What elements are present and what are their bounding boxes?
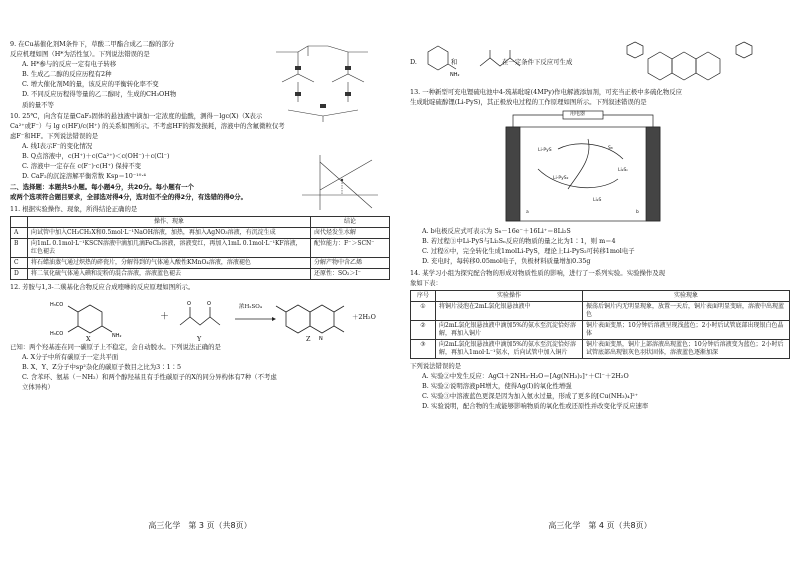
q14-table bbox=[410, 290, 790, 359]
q14-option-a: A. 实验②中发生反应：AgCl＋2NH₃·H₂O＝[Ag(NH₃)₂]⁺＋Cl⁻＋2H₂O bbox=[422, 371, 629, 380]
battery-schematic bbox=[498, 109, 668, 225]
q12-note: 已知：两个羟基连在同一碳原子上不稳定，会自动脱水。下列说法正确的是 bbox=[10, 342, 221, 351]
svg-text:N: N bbox=[319, 335, 323, 342]
table-header: 结论 bbox=[311, 216, 390, 227]
right-page bbox=[410, 40, 790, 412]
option-d-structures bbox=[410, 40, 790, 86]
q12-option-c: C. 含苯环、氨基（－NH₂）和两个醇羟基且有手性碳原子的X的同分异构体有7种（不考虑 bbox=[22, 372, 277, 381]
q14-stem: 14. 某学习小组为探究配合物的形成对物质性质的影响，进行了一系列实验。实验操作及现 bbox=[410, 268, 666, 277]
svg-text:O: O bbox=[187, 300, 191, 307]
product-label: ＋2H₂O bbox=[352, 312, 376, 321]
question-13 bbox=[410, 88, 790, 267]
svg-text:NH₂: NH₂ bbox=[450, 72, 460, 78]
svg-text:H₃CO: H₃CO bbox=[50, 330, 64, 337]
left-page-footer: 高三化学 第 3 页（共8页） bbox=[148, 521, 252, 530]
q12-option-a: A. X分子中所有碳原子一定共平面 bbox=[22, 352, 119, 361]
q9-option-c: C. 增大催化剂M的量，该反应的平衡转化率不变 bbox=[22, 80, 159, 89]
label-y: Y bbox=[197, 334, 202, 343]
q10-option-b: B. Q点溶液中，c(H⁺)＋c(Ca²⁺)＜c(OH⁻)＋c(Cl⁻) bbox=[22, 152, 170, 161]
table-row: ③ 向2mL氯化银悬浊液中滴加5%的氨水至沉淀恰好溶解，再加入1mol·L⁻¹氨水，后向试管中加入铜片 铜片表面变黑，铜片上部溶液出现蓝色；10分钟后溶液变为蓝色；2小时后试管底部出现银灰色羽状固体，溶液蓝色逐渐加深 bbox=[411, 339, 790, 358]
q10-stem: 10. 25℃，向含有足量CaF₂固体的悬浊液中滴加一定浓度的盐酸，测得－lgc(X)（X表示 bbox=[10, 111, 263, 120]
right-page-footer: 高三化学 第 4 页（共8页） bbox=[548, 521, 652, 530]
svg-text:Li-PyS₂: Li-PyS₂ bbox=[553, 176, 569, 182]
q10-option-a: A. 线Ⅰ表示F⁻的变化情况 bbox=[22, 141, 93, 150]
q14-note: 下列说法错误的是 bbox=[410, 361, 462, 370]
q10-stem: Ca²⁺或F⁻）与 lg c(HF)/c(H⁺) 的关系如图所示。不考虑HF的挥发损耗，溶液中的含氟微粒仅考 bbox=[10, 121, 285, 130]
q10-option-c: C. 溶液中一定存在 c(F⁻)·c(H⁺) 保持不变 bbox=[22, 162, 141, 171]
q11-stem: 11. 根据实验操作、现象，所得结论正确的是 bbox=[10, 204, 138, 213]
svg-text:H₃CO: H₃CO bbox=[50, 301, 64, 308]
svg-text:Li-PyS: Li-PyS bbox=[538, 148, 552, 154]
battery-diagram bbox=[498, 109, 668, 225]
reagent-label: 浓H₂SO₄ bbox=[239, 303, 262, 310]
svg-text:NH₂: NH₂ bbox=[112, 332, 122, 339]
question-9 bbox=[10, 40, 260, 110]
table-row: D 将二氧化硫气体通入碘和淀粉的混合溶液，溶液蓝色褪去 还原性：SO₂＞I⁻ bbox=[11, 268, 390, 279]
q9-stem: 9. 在Cu基催化剂M条件下，草酸二甲酯合成乙二醇的部分 bbox=[10, 40, 175, 48]
q12-option-d-row bbox=[410, 40, 790, 86]
q9-option-d: 质的量不等 bbox=[22, 100, 54, 109]
q13-option-d: D. 充电时，每转移0.05mol电子，负极材料质量增加0.35g bbox=[422, 257, 591, 266]
svg-text:O: O bbox=[207, 300, 211, 307]
svg-text:＋: ＋ bbox=[160, 311, 170, 322]
question-12 bbox=[10, 283, 390, 393]
table-header bbox=[11, 216, 28, 227]
q12-option-c: 立体异构） bbox=[22, 383, 54, 392]
table-row: A 向试管中加入CH₃CH₂X和0.5mol·L⁻¹NaOH溶液，加热，再加入AgNO₃溶液，有沉淀生成 卤代烃发生水解 bbox=[11, 227, 390, 238]
table-row: C 将石蜡油蒸气通过炽热的碎瓷片，分解得到的气体通入酸性KMnO₄溶液，溶液褪色 分解产物中含乙烯 bbox=[11, 257, 390, 268]
q13-stem: 13. 一种新型可充电锂硫电池中4-巯基吡啶(4MPy)作电解液添加剂，可充当正极中多硫化物反应 bbox=[410, 88, 682, 96]
q9-option-a: A. H*参与的反应一定有电子转移 bbox=[22, 60, 117, 69]
q11-table bbox=[10, 216, 390, 280]
svg-text:S₈: S₈ bbox=[608, 146, 613, 152]
svg-text:b: b bbox=[636, 210, 639, 216]
section-2-heading: 二、选择题：本题共5小题。每小题4分，共20分。每小题有一个 或两个选项符合题目要求，全部选对得4分，选对但不全的得2分，有选错的得0分。 bbox=[10, 183, 248, 202]
q9-stem: 反应机理如图（H*为活性氢）。下列说法错误的是 bbox=[10, 50, 150, 59]
table-header: 序号 bbox=[411, 290, 436, 301]
q12-stem: 12. 芳胺与1,3-二羰基化合物反应合成喹啉的反应原理如图所示。 bbox=[10, 282, 195, 291]
svg-text:a: a bbox=[526, 210, 529, 216]
svg-text:Li₂Sₙ: Li₂Sₙ bbox=[618, 168, 629, 174]
q14-stem: 象如下表： bbox=[410, 278, 442, 287]
q14-option-b: B. 实验②说明溶液pH增大，使得Ag(Ⅰ)的氧化性增强 bbox=[422, 381, 572, 390]
q9-option-d: D. 不同反应历程得等量的乙二醇时，生成的CH₃OH物 bbox=[22, 90, 177, 99]
q10-option-d: D. CaF₂的沉淀溶解平衡常数 Ksp＝10⁻¹⁰·⁴ bbox=[22, 172, 146, 181]
q9-mechanism-figure bbox=[268, 42, 390, 124]
q13-option-a: A. b电极反应式可表示为 S₈－16e⁻＋16Li⁺＝8Li₂S bbox=[422, 227, 571, 236]
question-14 bbox=[410, 269, 790, 412]
q10-stem: 虑F⁻和HF。下列说法错误的是 bbox=[10, 131, 99, 140]
question-11 bbox=[10, 205, 390, 280]
table-row: B 向1mL 0.1mol·L⁻¹KSCN溶液中滴加几滴FeCl₃溶液，溶液变红，再加入1mL 0.1mol·L⁻¹KF溶液，红色褪去 配位能力：F⁻＞SCN⁻ bbox=[11, 238, 390, 257]
q13-option-c: C. 过程⑥中，完全转化生成1molLi-PyS，理论上Li-PyS₂可转移1mol电子 bbox=[422, 247, 635, 256]
q10-graph bbox=[300, 150, 380, 212]
label-x: X bbox=[86, 334, 91, 343]
table-row: ① 将铜片浸泡在2mL氯化银悬浊液中 振荡后铜片内无明显现象，放置一天后，铜片表面明显变暗，溶液中出现蓝色 bbox=[411, 301, 790, 320]
q12-option-d: D. 和 在一定条件下反应可生成 bbox=[410, 58, 573, 66]
label-z: Z bbox=[306, 334, 311, 343]
q9-option-b: B. 生成乙二醇的反应历程有2种 bbox=[22, 70, 112, 79]
q14-option-c: C. 实验③中溶液蓝色更深是因为加入氨水过量，形成了更多的[Cu(NH₃)₄]²⁺ bbox=[422, 392, 639, 401]
table-header: 实验现象 bbox=[583, 290, 790, 301]
table-row: ② 向2mL氯化银悬浊液中滴加5%的氨水至沉淀恰好溶解，再加入铜片 铜片表面变黑；10分钟后溶液呈现浅蓝色；2小时后试管底部出现银白色晶体 bbox=[411, 320, 790, 339]
svg-text:Li₂S: Li₂S bbox=[593, 198, 602, 204]
load-label: 用电器 bbox=[570, 111, 586, 118]
table-header: 操作、现象 bbox=[28, 216, 311, 227]
q14-option-d: D. 实验说明，配合物的生成能够影响物质的氧化性或还原性并改变化学反应速率 bbox=[422, 402, 649, 411]
q13-option-b: B. 若过程③中Li-PyS与Li₂Sₙ反应的物质的量之比为1∶1，则 m＝4 bbox=[422, 237, 616, 246]
q12-reaction-scheme bbox=[10, 293, 390, 343]
q13-stem: 生成吡啶硫醇锂(Li-PyS)，其正极放电过程的工作原理如图所示。下列叙述错误的是 bbox=[410, 98, 647, 107]
q12-option-b: B. X、Y、Z分子中sp²杂化的碳原子数目之比为3∶1∶5 bbox=[22, 362, 182, 371]
table-header: 实验操作 bbox=[436, 290, 583, 301]
